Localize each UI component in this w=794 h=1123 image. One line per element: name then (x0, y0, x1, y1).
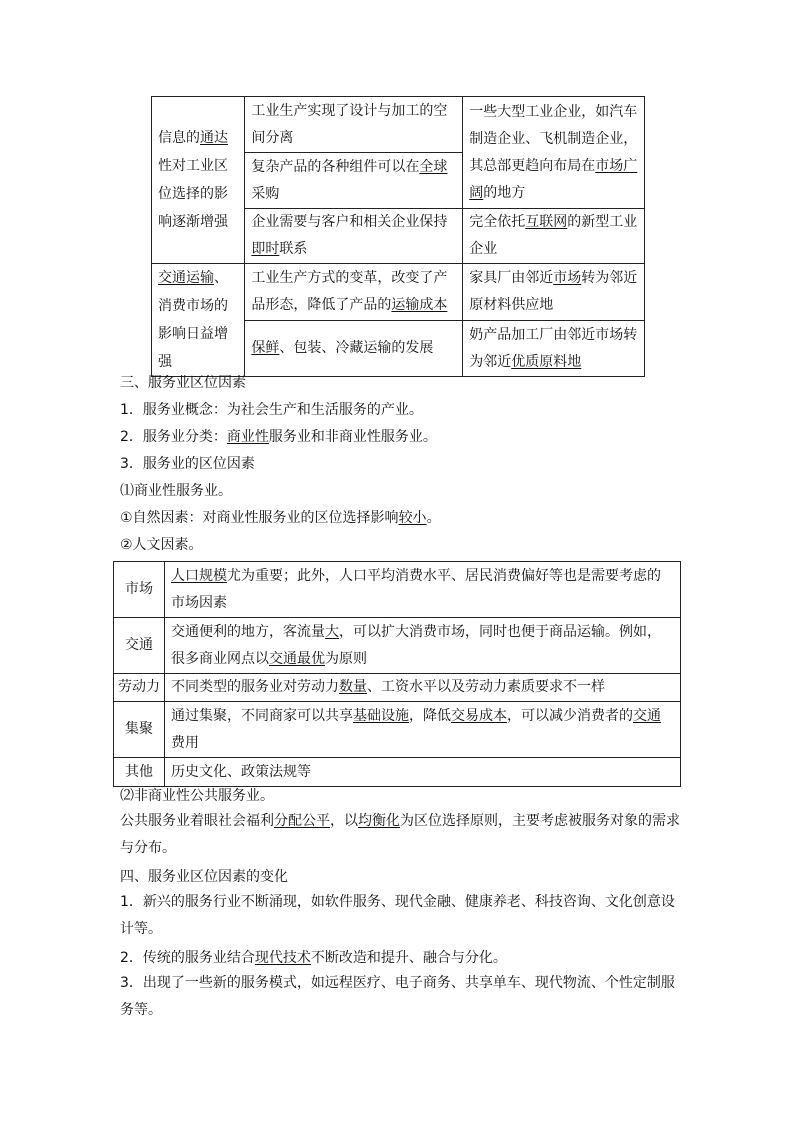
traditional-services: 2．传统的服务业结合现代技术不断改造和提升、融合与分化。 (120, 950, 507, 966)
industry-location-table (151, 96, 645, 377)
group1-label: 信息的通达性对工业区位选择的影响逐渐增强 (152, 97, 245, 264)
factor-content-transport: 交通便利的地方，客流量大，可以扩大消费市场，同时也便于商品运输。例如，很多商业网点以交通最优为原则 (165, 618, 681, 674)
factor-content-other: 历史文化、政策法规等 (165, 758, 681, 787)
factor-label-market: 市场 (114, 562, 165, 618)
section4-heading: 四、服务业区位因素的变化 (120, 869, 288, 885)
group1-row2-mid: 复杂产品的各种组件可以在全球采购 (245, 153, 463, 209)
group2-row2-right: 奶产品加工厂由邻近市场转为邻近优质原料地 (463, 321, 645, 377)
factor-label-labor: 劳动力 (114, 674, 165, 702)
service-location-factors: 3．服务业的区位因素 (120, 456, 255, 472)
natural-factors: ①自然因素：对商业性服务业的区位选择影响较小。 (120, 510, 441, 526)
factor-content-labor: 不同类型的服务业对劳动力数量、工资水平以及劳动力素质要求不一样 (165, 674, 681, 702)
group2-row1-right: 家具厂由邻近市场转为邻近原材料供应地 (463, 264, 645, 321)
commercial-service-heading: ⑴商业性服务业。 (120, 483, 232, 499)
new-models-paragraph: 3．出现了一些新的服务模式，如远程医疗、电子商务、共享单车、现代物流、个性定制服务等。 (120, 975, 675, 1018)
factor-label-other: 其他 (114, 758, 165, 787)
group1-row1-right: 一些大型工业企业，如汽车制造企业、飞机制造企业，其总部更趋向布局在市场广阔的地方 (463, 97, 645, 209)
factor-content-agglomeration: 通过集聚，不同商家可以共享基础设施，降低交易成本，可以减少消费者的交通费用 (165, 702, 681, 758)
service-classification: 2．服务业分类：商业性服务业和非商业性服务业。 (120, 429, 437, 445)
public-service-heading: ⑵非商业性公共服务业。 (120, 788, 274, 804)
section3-heading: 三、服务业区位因素 (120, 375, 246, 391)
group1-row3-mid: 企业需要与客户和相关企业保持即时联系 (245, 209, 463, 264)
factor-label-transport: 交通 (114, 618, 165, 674)
group1-row3-right: 完全依托互联网的新型工业企业 (463, 209, 645, 264)
group2-label: 交通运输、消费市场的影响日益增强 (152, 264, 245, 377)
service-concept: 1．服务业概念：为社会生产和生活服务的产业。 (120, 402, 423, 418)
human-factors: ②人文因素。 (120, 537, 203, 553)
group2-row1-mid: 工业生产方式的变革，改变了产品形态，降低了产品的运输成本 (245, 264, 463, 321)
new-services-paragraph: 1．新兴的服务行业不断涌现，如软件服务、现代金融、健康养老、科技咨询、文化创意设计等。 (120, 894, 675, 937)
human-factors-table (113, 561, 681, 787)
factor-content-market: 人口规模尤为重要；此外，人口平均消费水平、居民消费偏好等也是需要考虑的市场因素 (165, 562, 681, 618)
public-service-paragraph: 公共服务业着眼社会福利分配公平，以均衡化为区位选择原则，主要考虑被服务对象的需求与分布。 (120, 813, 680, 856)
factor-label-agglomeration: 集聚 (114, 702, 165, 758)
group2-row2-mid: 保鲜、包装、冷藏运输的发展 (245, 321, 463, 377)
group1-row1-mid: 工业生产实现了设计与加工的空间分离 (245, 97, 463, 153)
